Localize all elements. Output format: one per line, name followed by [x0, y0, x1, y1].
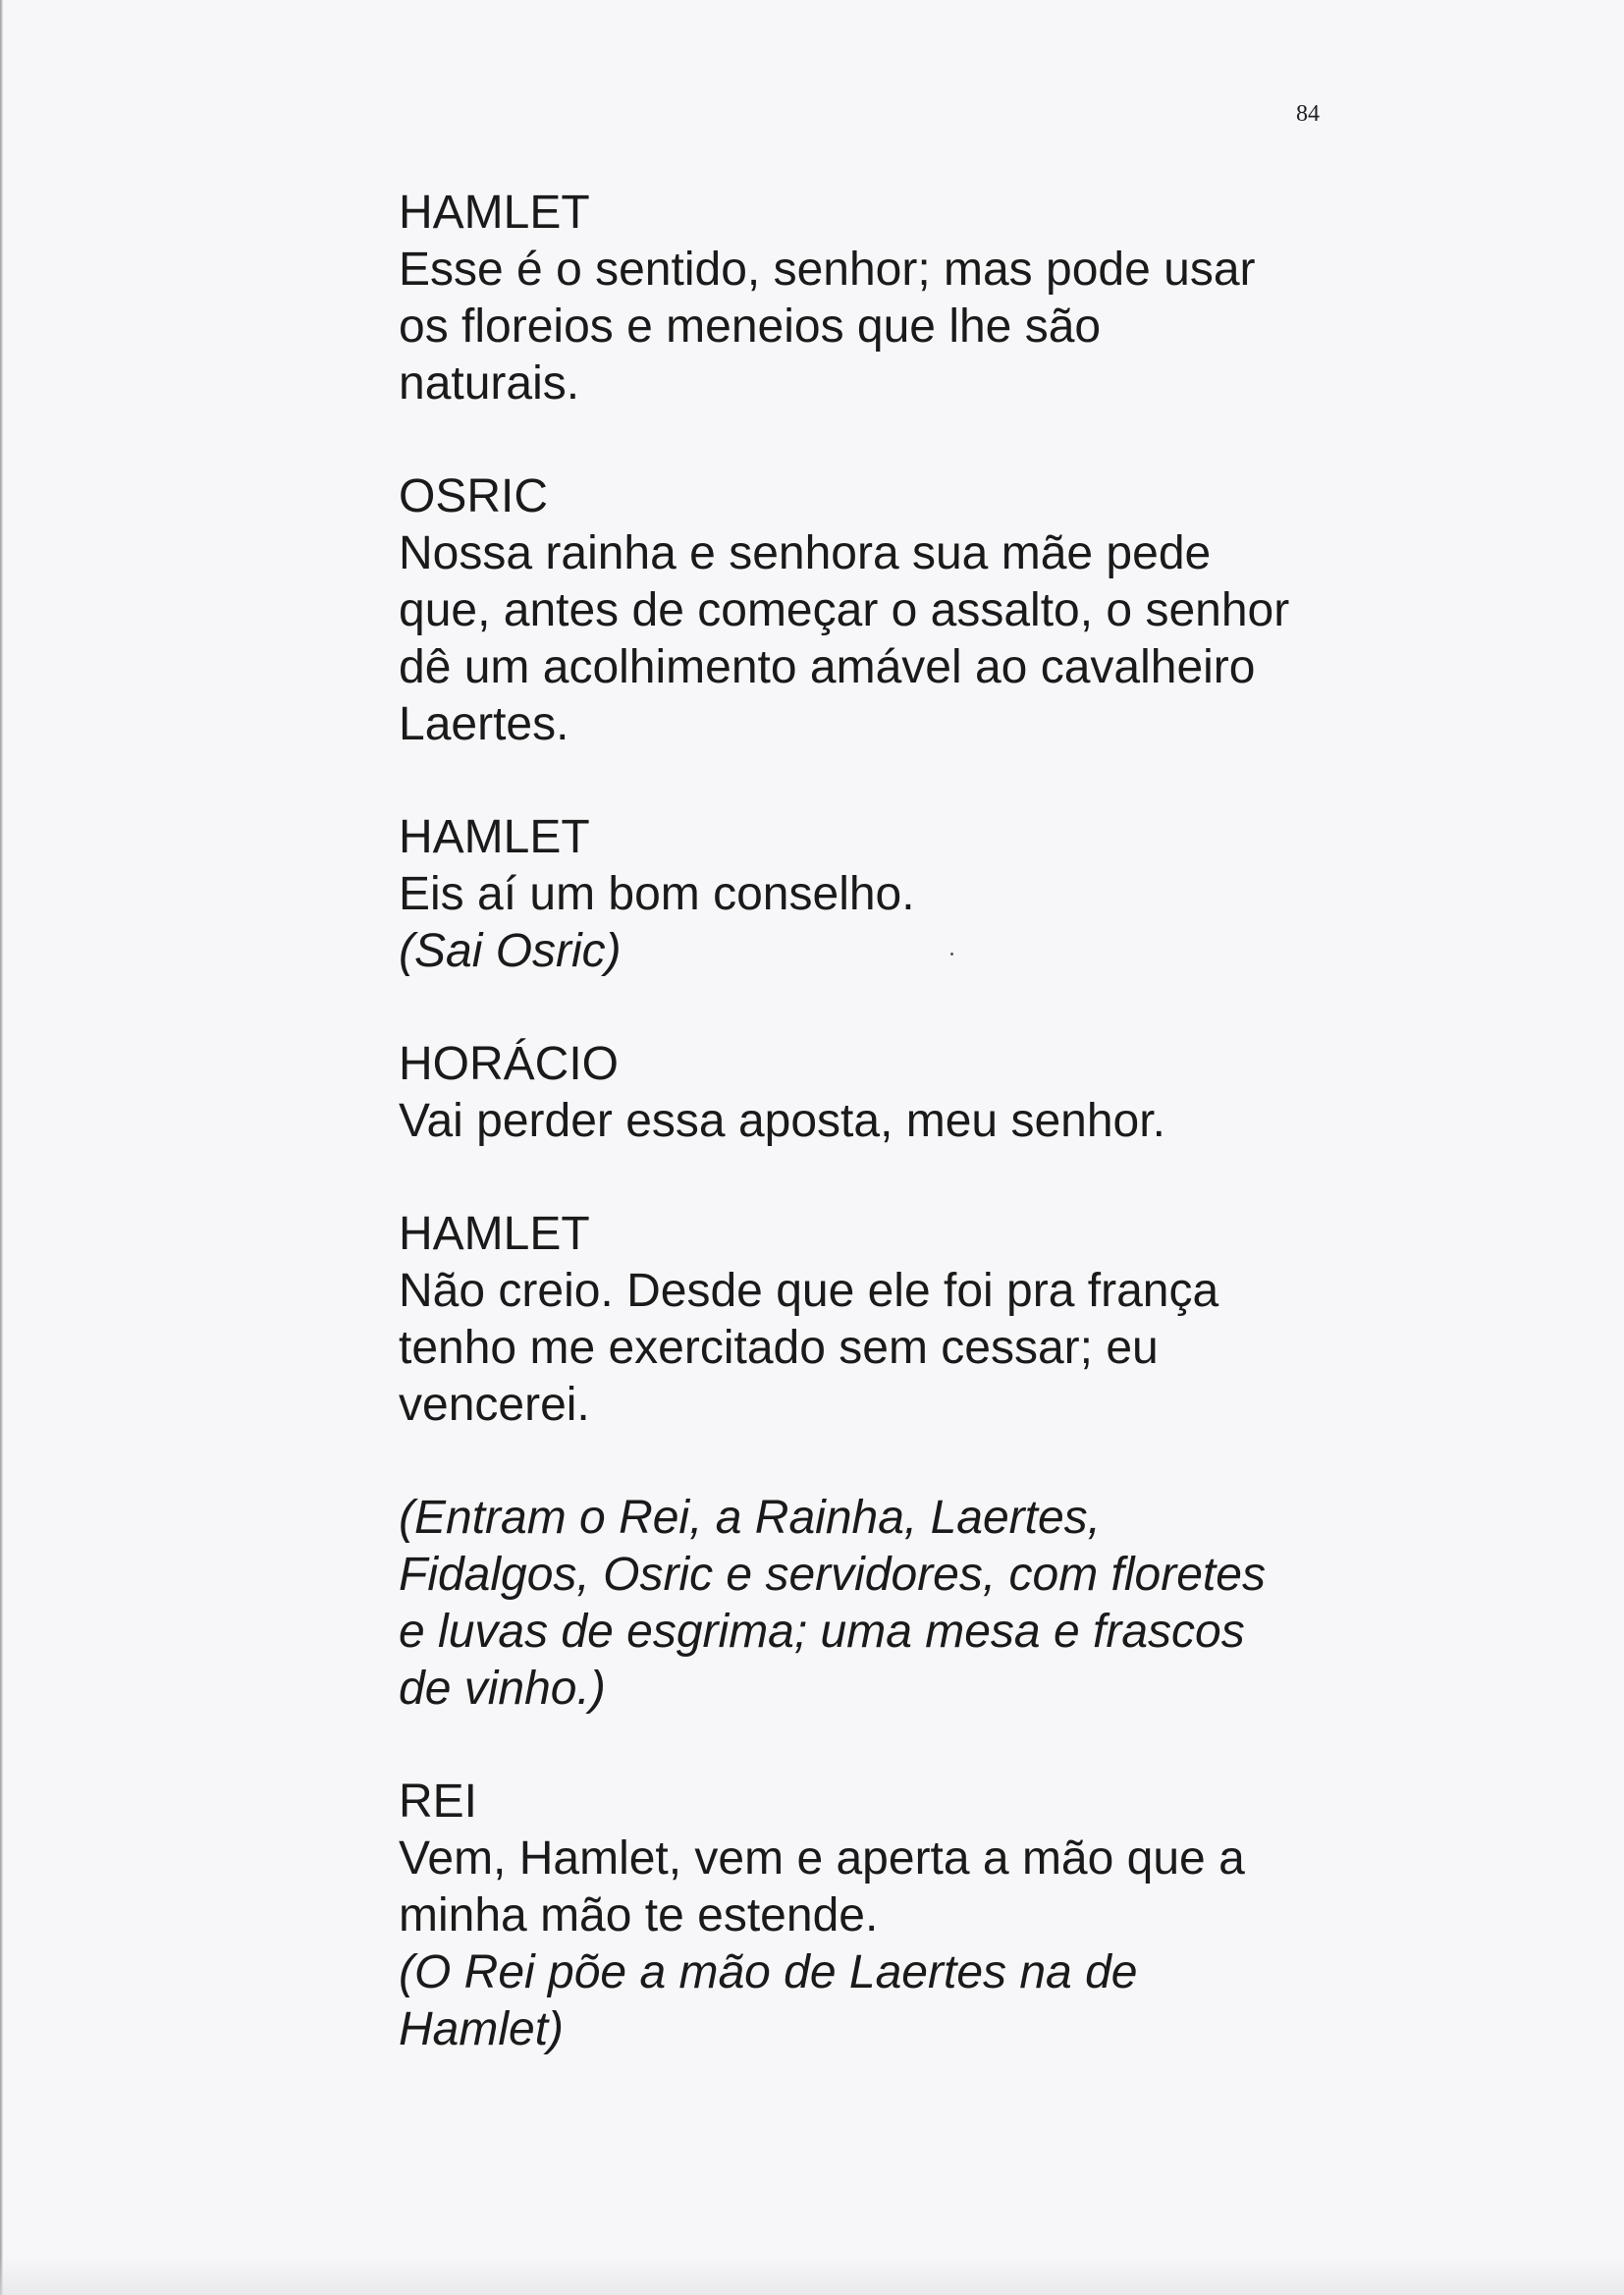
stage-direction: Fidalgos, Osric e servidores, com floretes [399, 1549, 1266, 1601]
page-number: 84 [1296, 101, 1320, 127]
dialogue-block [399, 1206, 1380, 1434]
stage-direction: (O Rei põe a mão de Laertes na de [399, 1946, 1138, 1998]
dialogue-line: Vem, Hamlet, vem e aperta a mão que a [399, 1832, 1245, 1885]
stage-direction: Hamlet) [399, 2003, 565, 2055]
dialogue-block [399, 185, 1380, 412]
dialogue-line: tenho me exercitado sem cessar; eu [399, 1322, 1159, 1374]
dialogue-line: Vai perder essa aposta, meu senhor. [399, 1095, 1165, 1147]
stage-direction-block [399, 1490, 1380, 1718]
dialogue-line: naturais. [399, 357, 580, 410]
dialogue-line: dê um acolhimento amável ao cavalheiro [399, 641, 1256, 693]
dialogue-line: Esse é o sentido, senhor; mas pode usar [399, 244, 1256, 296]
speaker-name: HAMLET [399, 811, 590, 863]
dialogue-line: Eis aí um bom conselho. [399, 868, 915, 920]
dialogue-block [399, 1036, 1380, 1150]
dialogue-line: Não creio. Desde que ele foi pra frança [399, 1265, 1219, 1317]
speaker-name: HORÁCIO [399, 1038, 620, 1090]
dialogue-block [399, 1774, 1380, 2058]
dialogue-block [399, 809, 1380, 980]
stage-direction: (Entram o Rei, a Rainha, Laertes, [399, 1492, 1102, 1544]
dialogue-line: Laertes. [399, 698, 569, 750]
stage-direction: e luvas de esgrima; uma mesa e frascos [399, 1606, 1245, 1658]
play-script [399, 185, 1380, 2114]
dialogue-line: vencerei. [399, 1379, 590, 1431]
speaker-name: OSRIC [399, 470, 549, 522]
speaker-name: HAMLET [399, 187, 590, 239]
dialogue-line: os floreios e meneios que lhe são [399, 301, 1102, 353]
dialogue-line: Nossa rainha e senhora sua mãe pede [399, 527, 1212, 579]
dialogue-line: minha mão te estende. [399, 1889, 879, 1941]
dialogue-line: que, antes de começar o assalto, o senhor [399, 584, 1290, 636]
stage-direction: (Sai Osric) [399, 925, 622, 977]
scan-shadow [0, 2256, 1624, 2295]
speaker-name: HAMLET [399, 1208, 590, 1260]
speaker-name: REI [399, 1776, 478, 1828]
dialogue-block [399, 468, 1380, 753]
scan-edge [0, 0, 3, 2295]
stage-direction: de vinho.) [399, 1663, 606, 1715]
